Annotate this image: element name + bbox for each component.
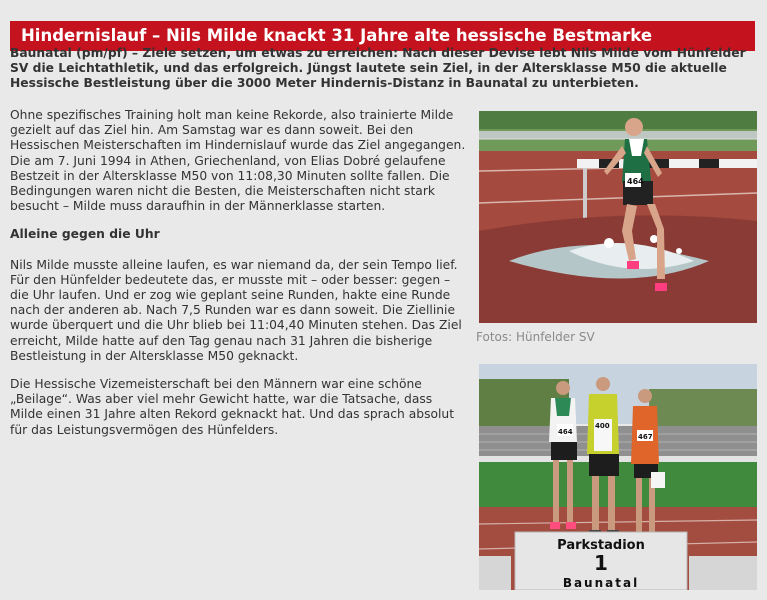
photo-credit: Fotos: Hünfelder SV	[476, 330, 595, 344]
podium-line-1: Parkstadion	[557, 538, 645, 553]
steeplechase-photo	[479, 111, 757, 323]
podium-photo	[479, 364, 757, 590]
paragraph-2: Nils Milde musste alleine laufen, es war niemand da, der sein Tempo lief. Für den Hünfelder bedeutete das, er musste mit – oder besser: gegen – die Uhr laufen. Und er zog wie geplant seine Runden, hakte eine Runde nach der anderen ab. Nach 7,5 Runden war es dann soweit. Die Ziellinie wurde überquert und die Uhr blieb bei 11:04,40 Minuten stehen. Das Ziel erreicht, Milde hatte auf den Tag genau nach 31 Jahren die bisherige Bestleistung in der Altersklasse M50 geknackt.	[10, 257, 462, 363]
podium-line-2: 1	[594, 551, 608, 575]
bib-left: 464	[558, 428, 573, 436]
subheading: Alleine gegen die Uhr	[10, 227, 160, 242]
podium-line-3: Baunatal	[562, 576, 640, 590]
bib-right: 467	[638, 433, 653, 441]
article-headline: Hindernislauf – Nils Milde knackt 31 Jahre alte hessische Bestmarke	[10, 21, 755, 51]
article-body	[10, 108, 468, 451]
article-lead: Baunatal (pm/pf) – Ziele setzen, um etwas zu erreichen: Nach dieser Devise lebt Nils Milde vom Hünfelder SV die Leichtathletik, und das erfolgreich. Jüngst lautete sein Ziel, in der Altersklasse M50 die aktuelle Hessische Bestleistung über die 3000 Meter Hindernis-Distanz in Baunatal zu unterbieten.	[10, 46, 746, 91]
paragraph-1: Ohne spezifisches Training holt man keine Rekorde, also trainierte Milde gezielt auf das Ziel hin. Am Samstag war es dann soweit. Bei den Hessischen Meisterschaften im Hindernislauf wurde das Ziel angegangen. Die am 7. Juni 1994 in Athen, Griechenland, von Elias Dobré gelaufene Bestzeit in der Altersklasse M50 von 11:08,30 Minuten sollte fallen. Die Bedingungen waren nicht die Besten, die Meisterschaften nicht stark besucht – Milde muss daraufhin in der Männerklasse starten.	[10, 108, 466, 214]
paragraph-3: Die Hessische Vizemeisterschaft bei den Männern war eine schöne „Beilage“. Was aber viel mehr Gewicht hatte, war die Tatsache, dass Milde einen 31 Jahre alten Rekord geknackt hat. Und das sprach absolut für das Leistungsvermögen des Hünfelders.	[10, 377, 455, 437]
runner-bib: 464	[627, 177, 644, 186]
bib-middle: 400	[595, 422, 610, 430]
